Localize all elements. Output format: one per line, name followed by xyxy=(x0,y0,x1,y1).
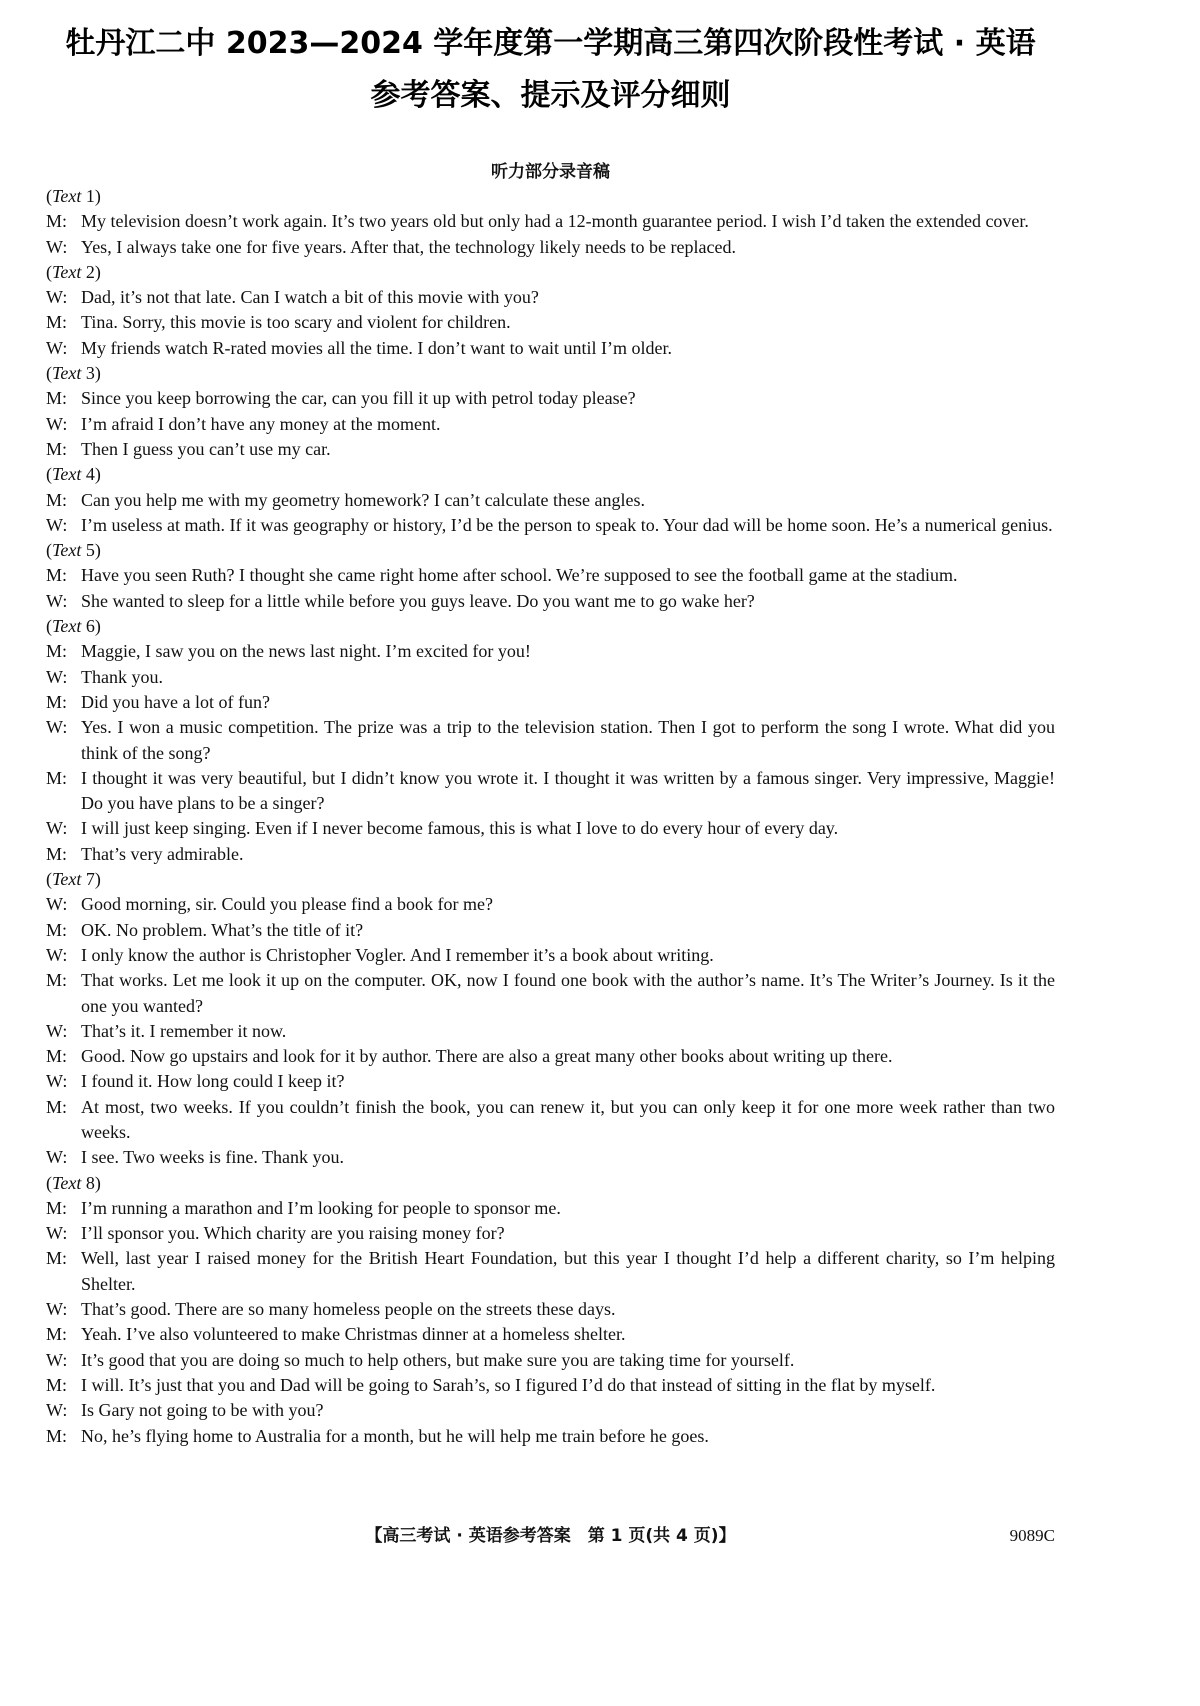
speaker-label: M: xyxy=(46,641,68,662)
text-heading-label: Text xyxy=(52,869,82,890)
speaker-label: M: xyxy=(46,843,68,864)
dialogue-line xyxy=(46,437,1055,462)
text-heading: (Text 5) xyxy=(46,540,101,561)
dialogue-line xyxy=(46,968,1055,1019)
dialogue-line xyxy=(46,1145,1055,1170)
transcript xyxy=(46,184,1055,1449)
dialogue-line xyxy=(46,665,1055,690)
utterance-text: Can you help me with my geometry homework? I can’t calculate these angles. xyxy=(81,489,645,510)
utterance-text: OK. No problem. What’s the title of it? xyxy=(81,919,364,940)
text-heading-label: Text xyxy=(52,1172,82,1193)
speaker-label: M: xyxy=(46,388,68,409)
text-heading: (Text 3) xyxy=(46,363,101,384)
speaker-label: W: xyxy=(46,1299,68,1320)
utterance-text: She wanted to sleep for a little while before you guys leave. Do you want me to go wake her? xyxy=(81,590,755,611)
speaker-label: W: xyxy=(46,894,68,915)
dialogue-line xyxy=(46,1398,1055,1423)
utterance-text: It’s good that you are doing so much to help others, but make sure you are taking time for yourself. xyxy=(81,1349,795,1370)
speaker-label: W: xyxy=(46,1071,68,1092)
utterance-text: No, he’s flying home to Australia for a month, but he will help me train before he goes. xyxy=(81,1425,709,1446)
dialogue-line xyxy=(46,1322,1055,1347)
speaker-label: W: xyxy=(46,514,68,535)
text-heading-number: 3 xyxy=(85,363,95,384)
section-title: 听力部分录音稿 xyxy=(491,162,610,182)
speaker-label: W: xyxy=(46,717,68,738)
dialogue-line xyxy=(46,209,1055,234)
speaker-label: W: xyxy=(46,337,68,358)
dialogue-line xyxy=(46,1069,1055,1094)
text-heading: (Text 6) xyxy=(46,616,101,637)
utterance-text: Good morning, sir. Could you please find a book for me? xyxy=(81,894,493,915)
text-heading-number: 8 xyxy=(85,1172,95,1193)
text-heading-label: Text xyxy=(52,464,82,485)
dialogue-line xyxy=(46,412,1055,437)
dialogue-line xyxy=(46,918,1055,943)
dialogue-line xyxy=(46,285,1055,310)
text-heading: (Text 7) xyxy=(46,869,101,890)
dialogue-line xyxy=(46,715,1055,766)
speaker-label: M: xyxy=(46,438,68,459)
dialogue-line xyxy=(46,690,1055,715)
dialogue-line xyxy=(46,386,1055,411)
utterance-text: Is Gary not going to be with you? xyxy=(81,1400,324,1421)
utterance-text: Yes, I always take one for five years. After that, the technology likely needs to be replaced. xyxy=(81,236,736,257)
text-heading-label: Text xyxy=(52,261,82,282)
utterance-text: That’s it. I remember it now. xyxy=(81,1020,287,1041)
speaker-label: M: xyxy=(46,1425,68,1446)
page-footer xyxy=(0,1521,1101,1551)
text-heading-number: 5 xyxy=(85,540,95,561)
text-heading-label: Text xyxy=(52,616,82,637)
speaker-label: M: xyxy=(46,1248,68,1269)
dialogue-line xyxy=(46,1297,1055,1322)
utterance-text: At most, two weeks. If you couldn’t finish the book, you can renew it, but you can only keep it for one more week rather than two weeks. xyxy=(81,1096,1055,1142)
dialogue-line xyxy=(46,1019,1055,1044)
utterance-text: My friends watch R-rated movies all the time. I don’t want to wait until I’m older. xyxy=(81,337,673,358)
speaker-label: W: xyxy=(46,944,68,965)
utterance-text: I only know the author is Christopher Vogler. And I remember it’s a book about writing. xyxy=(81,944,714,965)
speaker-label: M: xyxy=(46,919,68,940)
dialogue-line xyxy=(46,1373,1055,1398)
speaker-label: M: xyxy=(46,1324,68,1345)
dialogue-line xyxy=(46,1095,1055,1146)
dialogue-line xyxy=(46,513,1055,538)
speaker-label: W: xyxy=(46,1147,68,1168)
dialogue-line xyxy=(46,816,1055,841)
speaker-label: W: xyxy=(46,1020,68,1041)
utterance-text: Tina. Sorry, this movie is too scary and violent for children. xyxy=(81,312,511,333)
speaker-label: M: xyxy=(46,1046,68,1067)
footer-code: 9089C xyxy=(1009,1526,1055,1545)
utterance-text: I’m running a marathon and I’m looking for people to sponsor me. xyxy=(81,1197,561,1218)
speaker-label: M: xyxy=(46,489,68,510)
utterance-text: My television doesn’t work again. It’s two years old but only had a 12-month guarantee period. I wish I’d taken the extended cover. xyxy=(81,211,1029,232)
speaker-label: M: xyxy=(46,1096,68,1117)
speaker-label: W: xyxy=(46,236,68,257)
speaker-label: W: xyxy=(46,413,68,434)
speaker-label: M: xyxy=(46,1197,68,1218)
utterance-text: Yes. I won a music competition. The prize was a trip to the television station. Then I got to perform the song I wrote. What did you think of the song? xyxy=(81,717,1055,763)
utterance-text: I see. Two weeks is fine. Thank you. xyxy=(81,1147,345,1168)
speaker-label: W: xyxy=(46,1223,68,1244)
utterance-text: I’m afraid I don’t have any money at the moment. xyxy=(81,413,441,434)
dialogue-line xyxy=(46,1196,1055,1221)
utterance-text: Then I guess you can’t use my car. xyxy=(81,438,331,459)
text-heading-number: 7 xyxy=(85,869,95,890)
dialogue-line xyxy=(46,1221,1055,1246)
dialogue-line xyxy=(46,310,1055,335)
text-heading: (Text 2) xyxy=(46,261,101,282)
text-heading-number: 4 xyxy=(85,464,95,485)
speaker-label: M: xyxy=(46,211,68,232)
speaker-label: W: xyxy=(46,1349,68,1370)
utterance-text: I’ll sponsor you. Which charity are you raising money for? xyxy=(81,1223,505,1244)
utterance-text: Have you seen Ruth? I thought she came right home after school. We’re supposed to see the football game at the stadium. xyxy=(81,565,958,586)
utterance-text: Did you have a lot of fun? xyxy=(81,691,270,712)
utterance-text: That’s very admirable. xyxy=(81,843,244,864)
text-heading-label: Text xyxy=(52,540,82,561)
utterance-text: Yeah. I’ve also volunteered to make Christmas dinner at a homeless shelter. xyxy=(81,1324,626,1345)
text-heading-number: 1 xyxy=(85,186,95,206)
utterance-text: I found it. How long could I keep it? xyxy=(81,1071,345,1092)
dialogue-line xyxy=(46,842,1055,867)
speaker-label: W: xyxy=(46,287,68,308)
speaker-label: M: xyxy=(46,1374,68,1395)
text-heading: (Text 1) xyxy=(46,186,101,206)
speaker-label: W: xyxy=(46,818,68,839)
speaker-label: M: xyxy=(46,565,68,586)
speaker-label: M: xyxy=(46,691,68,712)
utterance-text: Dad, it’s not that late. Can I watch a bit of this movie with you? xyxy=(81,287,539,308)
text-heading-label: Text xyxy=(52,186,82,206)
speaker-label: W: xyxy=(46,590,68,611)
text-heading-number: 6 xyxy=(85,616,95,637)
dialogue-line xyxy=(46,1044,1055,1069)
utterance-text: Well, last year I raised money for the British Heart Foundation, but this year I thought I’d help a different charity, so I’m helping Shelter. xyxy=(81,1248,1055,1294)
text-heading: (Text 4) xyxy=(46,464,101,485)
dialogue-line xyxy=(46,589,1055,614)
utterance-text: That works. Let me look it up on the computer. OK, now I found one book with the author’s name. It’s The Writer’s Journey. Is it the one you wanted? xyxy=(81,970,1055,1016)
footer-page-info: 【高三考试 · 英语参考答案 第 1 页(共 4 页)】 xyxy=(365,1526,736,1546)
text-heading-label: Text xyxy=(52,363,82,384)
text-heading: (Text 8) xyxy=(46,1172,101,1193)
speaker-label: M: xyxy=(46,312,68,333)
dialogue-line xyxy=(46,336,1055,361)
dialogue-line xyxy=(46,892,1055,917)
document-title: 牡丹江二中 2023—2024 学年度第一学期高三第四次阶段性考试 · 英语 xyxy=(65,26,1036,61)
speaker-label: W: xyxy=(46,666,68,687)
dialogue-line xyxy=(46,766,1055,817)
dialogue-line xyxy=(46,639,1055,664)
dialogue-line xyxy=(46,488,1055,513)
dialogue-line xyxy=(46,1348,1055,1373)
text-heading-number: 2 xyxy=(85,261,95,282)
utterance-text: Thank you. xyxy=(81,666,163,687)
speaker-label: W: xyxy=(46,1400,68,1421)
dialogue-line xyxy=(46,1424,1055,1449)
utterance-text: Maggie, I saw you on the news last night. I’m excited for you! xyxy=(81,641,531,662)
document-subtitle: 参考答案、提示及评分细则 xyxy=(370,78,731,113)
utterance-text: I will. It’s just that you and Dad will be going to Sarah’s, so I figured I’d do that instead of sitting in the flat by myself. xyxy=(81,1374,936,1395)
dialogue-line xyxy=(46,1246,1055,1297)
utterance-text: I will just keep singing. Even if I never become famous, this is what I love to do every hour of every day. xyxy=(81,818,839,839)
utterance-text: Since you keep borrowing the car, can you fill it up with petrol today please? xyxy=(81,388,636,409)
utterance-text: I thought it was very beautiful, but I didn’t know you wrote it. I thought it was written by a famous singer. Very impressive, Maggie! Do you have plans to be a singer? xyxy=(81,767,1055,814)
utterance-text: I’m useless at math. If it was geography or history, I’d be the person to speak to. Your dad will be home soon. He’s a numerical genius. xyxy=(81,514,1053,535)
utterance-text: That’s good. There are so many homeless people on the streets these days. xyxy=(81,1299,616,1320)
dialogue-line xyxy=(46,563,1055,588)
utterance-text: Good. Now go upstairs and look for it by author. There are also a great many other books about writing up there. xyxy=(81,1046,893,1067)
speaker-label: M: xyxy=(46,767,68,788)
dialogue-line xyxy=(46,943,1055,968)
speaker-label: M: xyxy=(46,970,68,991)
dialogue-line xyxy=(46,235,1055,260)
